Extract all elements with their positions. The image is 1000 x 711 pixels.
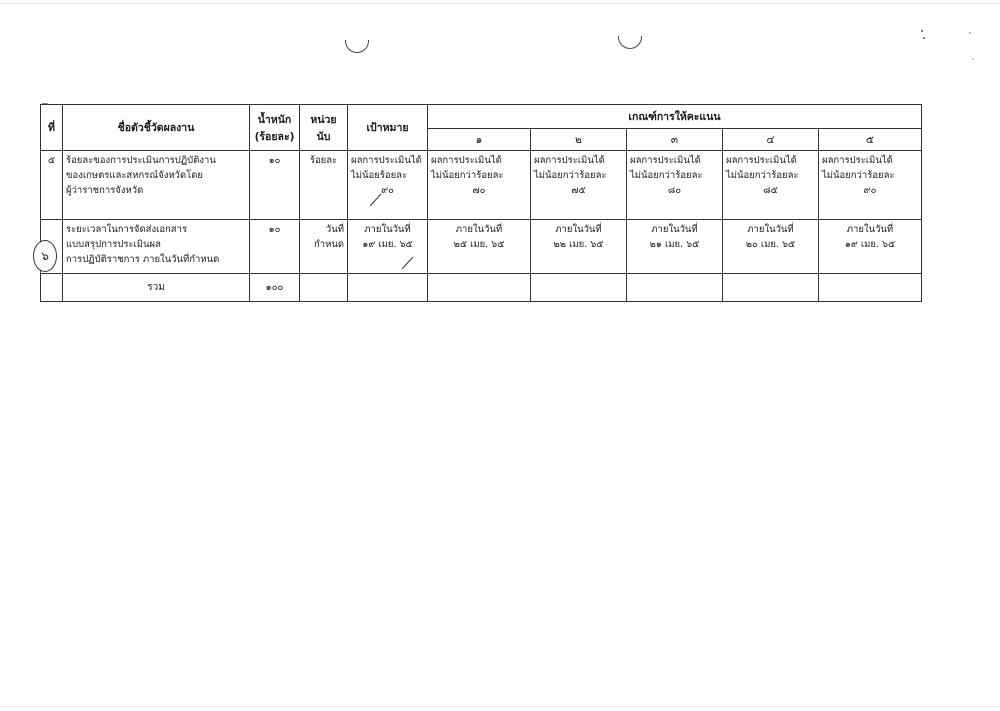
criteria-line: ภายในวันที่	[846, 224, 894, 235]
indicator-line: การปฏิบัติราชการ ภายในวันที่กำหนด	[66, 254, 220, 265]
criteria-value: ๘๐	[667, 185, 682, 196]
criteria-line: ไม่น้อยกว่าร้อยละ	[630, 170, 703, 181]
unit-line: ร้อยละ	[309, 155, 338, 166]
criteria-level-4	[723, 151, 819, 220]
criteria-level-5	[819, 151, 922, 220]
total-label: รวม	[63, 274, 250, 302]
pen-tick-mark	[368, 192, 384, 208]
target-cell	[348, 151, 428, 220]
scan-top-edge	[0, 3, 1000, 4]
scan-speck	[923, 37, 925, 39]
pen-tick-mark	[400, 255, 416, 271]
weight-cell: ๑๐	[250, 151, 300, 220]
scan-speck	[972, 58, 974, 60]
criteria-line: ไม่น้อยกว่าร้อยละ	[822, 170, 895, 181]
punch-hole-right	[618, 36, 642, 49]
criteria-value: ๒๕ เมย. ๖๕	[453, 239, 505, 250]
criteria-level-2	[531, 151, 627, 220]
criteria-line: ภายในวันที่	[747, 224, 794, 235]
criteria-line: ผลการประเมินได้	[630, 155, 701, 166]
indicator-line: ร้อยละของการประเมินการปฏิบัติงาน	[66, 155, 216, 166]
header-unit	[300, 105, 348, 151]
criteria-value: ๑๙ เมย. ๖๕	[844, 239, 896, 250]
criteria-value: ๗๐	[472, 185, 486, 196]
table-row	[41, 151, 922, 220]
header-level-4: ๔	[723, 129, 819, 151]
header-indicator: ชื่อตัวชี้วัดผลงาน	[63, 105, 250, 151]
target-line: ไม่น้อยร้อยละ	[351, 170, 408, 181]
indicator-cell	[63, 220, 250, 274]
unit-cell	[300, 220, 348, 274]
kpi-table	[40, 104, 922, 302]
header-level-1: ๑	[428, 129, 531, 151]
criteria-line: ผลการประเมินได้	[726, 155, 797, 166]
total-weight: ๑๐๐	[250, 274, 300, 302]
total-empty-cell	[819, 274, 922, 302]
total-empty-cell	[531, 274, 627, 302]
header-target: เป้าหมาย	[348, 105, 428, 151]
total-empty-cell	[300, 274, 348, 302]
header-unit-line2: นับ	[316, 130, 331, 143]
header-weight-line1: น้ำหนัก	[257, 113, 292, 126]
criteria-value: ๒๐ เมย. ๖๕	[745, 239, 796, 250]
criteria-value: ๒๑ เมย. ๖๕	[649, 239, 700, 250]
scan-speck	[921, 30, 923, 32]
criteria-level-4	[723, 220, 819, 274]
criteria-line: ไม่น้อยกว่าร้อยละ	[534, 170, 607, 181]
indicator-line: ของเกษตรและสหกรณ์จังหวัดโดย	[66, 170, 203, 181]
unit-line: วันที่	[325, 224, 344, 235]
criteria-line: ไม่น้อยกว่าร้อยละ	[431, 170, 504, 181]
criteria-value: ๗๕	[571, 185, 586, 196]
total-empty-cell	[627, 274, 723, 302]
criteria-line: ผลการประเมินได้	[431, 155, 502, 166]
scan-bottom-edge	[0, 706, 1000, 707]
target-value: ๙๐	[381, 185, 394, 196]
indicator-line: ผู้ว่าราชการจังหวัด	[66, 185, 144, 196]
header-no: ที่	[41, 105, 63, 151]
criteria-level-5	[819, 220, 922, 274]
criteria-line: ไม่น้อยกว่าร้อยละ	[726, 170, 799, 181]
criteria-value: ๘๕	[763, 185, 778, 196]
criteria-line: ผลการประเมินได้	[822, 155, 893, 166]
total-empty-cell	[41, 274, 63, 302]
header-unit-line1: หน่วย	[310, 113, 337, 126]
criteria-line: ภายในวันที่	[651, 224, 698, 235]
header-level-2: ๒	[531, 129, 627, 151]
indicator-cell	[63, 151, 250, 220]
total-empty-cell	[723, 274, 819, 302]
criteria-line: ภายในวันที่	[455, 224, 503, 235]
unit-cell	[300, 151, 348, 220]
indicator-line: ระยะเวลาในการจัดส่งเอกสาร	[66, 224, 188, 235]
criteria-line: ผลการประเมินได้	[534, 155, 605, 166]
scan-speck	[969, 32, 971, 34]
header-criteria: เกณฑ์การให้คะแนน	[428, 105, 922, 129]
total-row	[41, 274, 922, 302]
header-level-3: ๓	[627, 129, 723, 151]
header-weight	[250, 105, 300, 151]
total-empty-cell	[428, 274, 531, 302]
target-line: ผลการประเมินได้	[351, 155, 422, 166]
handwritten-circled-number: ๖	[33, 240, 57, 272]
criteria-level-2	[531, 220, 627, 274]
punch-hole-left	[345, 40, 369, 53]
unit-line: กำหนด	[313, 239, 344, 250]
target-line: ภายในวันที่	[364, 224, 411, 235]
target-value: ๑๙ เมย. ๖๕	[362, 239, 413, 250]
criteria-level-3	[627, 220, 723, 274]
criteria-line: ภายในวันที่	[555, 224, 602, 235]
criteria-value: ๒๒ เมย. ๖๕	[553, 239, 604, 250]
criteria-level-1	[428, 151, 531, 220]
header-weight-line2: (ร้อยละ)	[254, 130, 295, 143]
row-number: ๕	[41, 151, 63, 220]
criteria-value: ๙๐	[863, 185, 877, 196]
weight-cell: ๑๐	[250, 220, 300, 274]
criteria-level-1	[428, 220, 531, 274]
criteria-level-3	[627, 151, 723, 220]
header-row	[41, 105, 922, 129]
indicator-line: แบบสรุปการประเมินผล	[66, 239, 161, 250]
header-level-5: ๕	[819, 129, 922, 151]
total-empty-cell	[348, 274, 428, 302]
table-row	[41, 220, 922, 274]
